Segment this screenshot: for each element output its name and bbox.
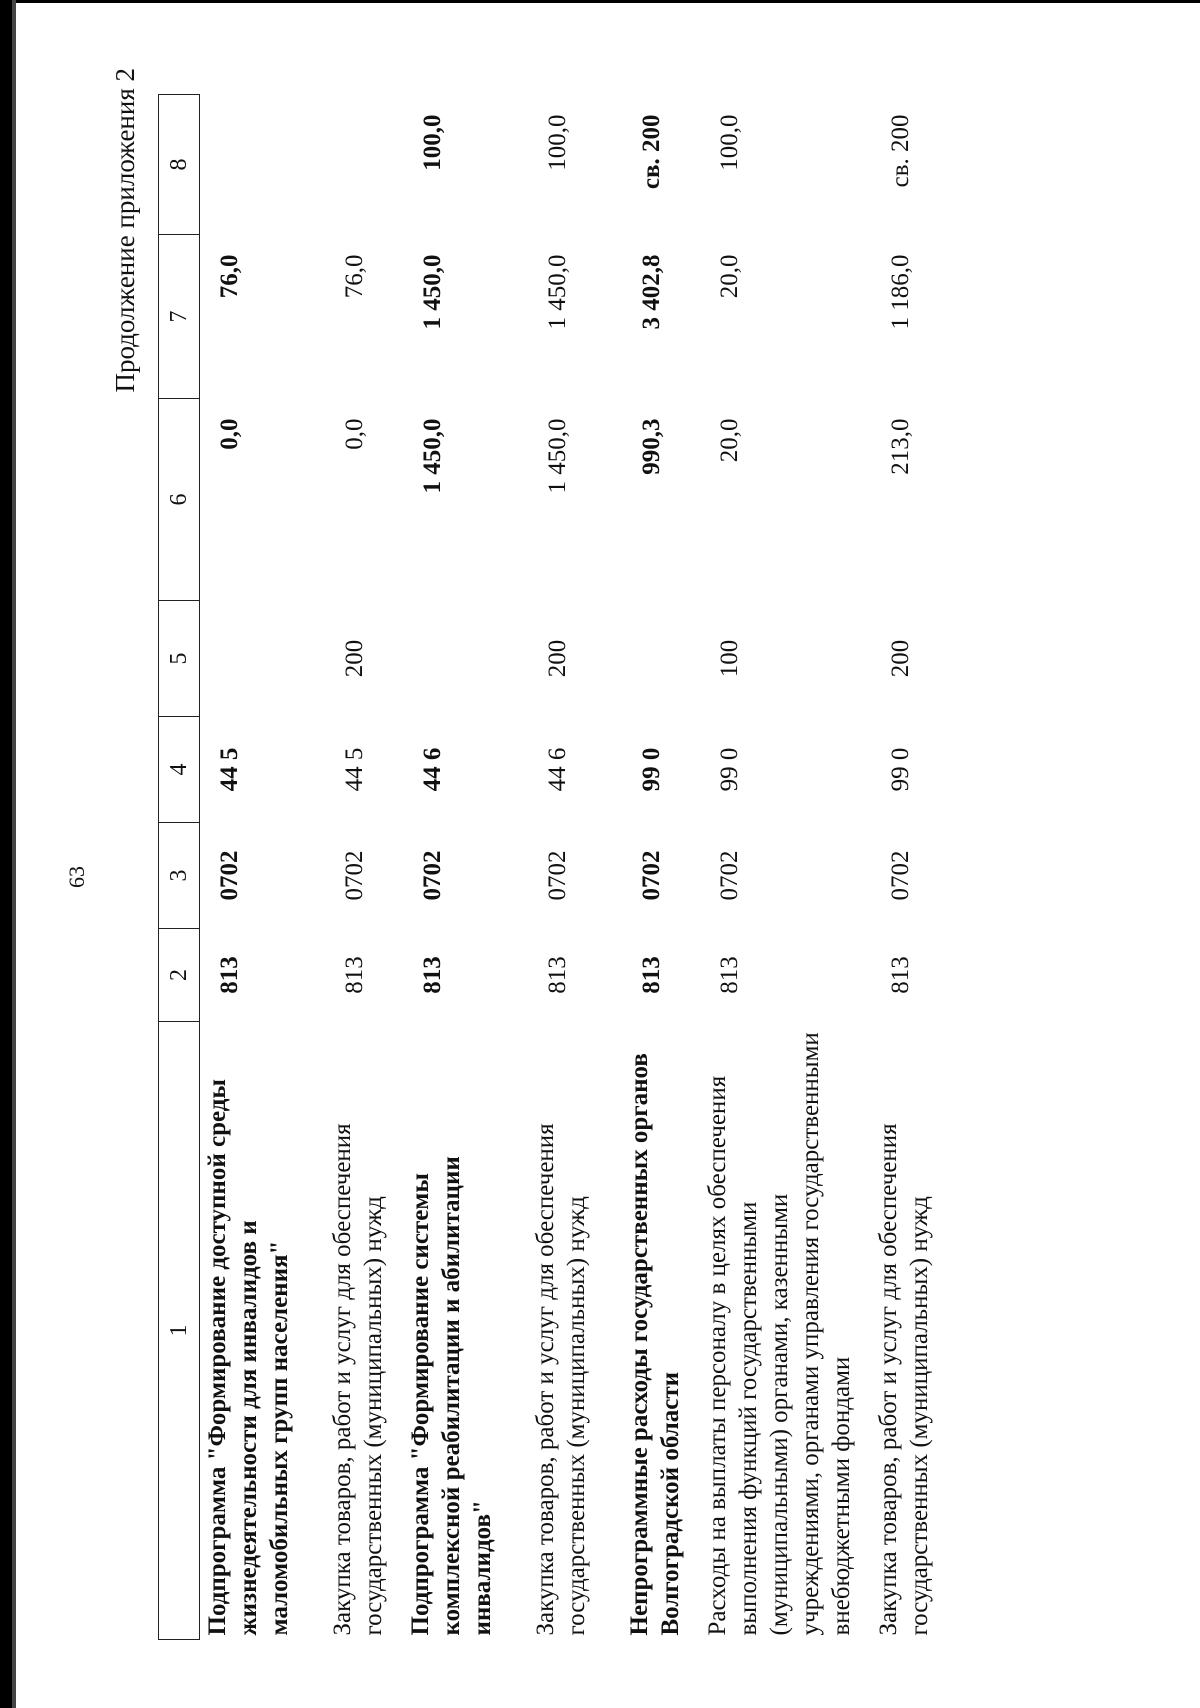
column-header: 6 xyxy=(159,399,200,601)
table-row xyxy=(700,95,871,1640)
column-header: 3 xyxy=(159,823,200,929)
cell-section: 0702 xyxy=(419,850,446,901)
budget-table xyxy=(158,94,949,1640)
cell-section: 0702 xyxy=(716,850,743,901)
cell-col8: св. 200 xyxy=(638,114,665,190)
cell-expense-type: 200 xyxy=(341,639,368,678)
cell-col7: 1 450,0 xyxy=(419,254,446,330)
appendix-label: Продолжение приложения 2 xyxy=(110,68,140,393)
table-row xyxy=(528,95,622,1640)
cell-section: 0702 xyxy=(341,850,368,901)
cell-col8: 100,0 xyxy=(419,114,446,171)
cell-section: 0702 xyxy=(216,850,243,901)
page-number: 63 xyxy=(64,866,89,888)
table-row xyxy=(403,95,528,1640)
table-row xyxy=(622,95,700,1640)
cell-expense-type: 100 xyxy=(716,639,743,678)
cell-expense-type: 200 xyxy=(887,639,914,678)
cell-col8 xyxy=(200,95,326,235)
column-header: 1 xyxy=(159,1022,200,1640)
cell-ministry: 813 xyxy=(216,956,243,994)
cell-ministry: 813 xyxy=(638,956,665,994)
cell-target-article: 44 5 xyxy=(216,747,243,792)
cell-col7: 1 186,0 xyxy=(887,254,914,330)
cell-col6: 1 450,0 xyxy=(544,418,571,494)
row-name: Подпрограмма "Формирование доступной среды жизнедеятельности для инвалидов и маломобильных групп населения" xyxy=(204,1079,293,1636)
row-name: Непрограммные расходы государственных органов Волгоградской области xyxy=(626,1053,684,1636)
cell-ministry: 813 xyxy=(544,956,571,994)
table-row xyxy=(200,95,326,1640)
cell-col6: 990,3 xyxy=(638,418,665,475)
column-header: 4 xyxy=(159,717,200,823)
row-name: Закупка товаров, работ и услуг для обеспечения государственных (муниципальных) нужд xyxy=(875,1123,933,1636)
column-header: 2 xyxy=(159,929,200,1022)
cell-expense-type: 200 xyxy=(544,639,571,678)
cell-target-article: 44 6 xyxy=(544,747,571,792)
cell-col7: 20,0 xyxy=(716,254,743,299)
cell-target-article: 44 5 xyxy=(341,747,368,792)
cell-col6: 20,0 xyxy=(716,418,743,463)
cell-target-article: 44 6 xyxy=(419,747,446,792)
cell-section: 0702 xyxy=(544,850,571,901)
cell-expense-type xyxy=(403,601,528,717)
cell-ministry: 813 xyxy=(341,956,368,994)
cell-target-article: 99 0 xyxy=(887,747,914,792)
cell-expense-type xyxy=(622,601,700,717)
column-header: 8 xyxy=(159,95,200,235)
cell-ministry: 813 xyxy=(419,956,446,994)
cell-col7: 1 450,0 xyxy=(544,254,571,330)
cell-col7: 76,0 xyxy=(216,254,243,299)
cell-target-article: 99 0 xyxy=(638,747,665,792)
cell-ministry: 813 xyxy=(887,956,914,994)
cell-col7: 3 402,8 xyxy=(638,254,665,330)
cell-col6: 0,0 xyxy=(216,418,243,450)
table-header-row xyxy=(159,95,200,1640)
table-row xyxy=(871,95,949,1640)
cell-col8: 100,0 xyxy=(544,114,571,171)
cell-col6: 1 450,0 xyxy=(419,418,446,494)
cell-ministry: 813 xyxy=(716,956,743,994)
cell-col8: св. 200 xyxy=(887,114,914,188)
column-header: 7 xyxy=(159,235,200,399)
cell-col7: 76,0 xyxy=(341,254,368,299)
cell-section: 0702 xyxy=(638,850,665,901)
row-name: Закупка товаров, работ и услуг для обеспечения государственных (муниципальных) нужд xyxy=(532,1123,590,1636)
cell-expense-type xyxy=(200,601,326,717)
row-name: Закупка товаров, работ и услуг для обеспечения государственных (муниципальных) нужд xyxy=(329,1123,387,1636)
cell-col8: 100,0 xyxy=(716,114,743,171)
cell-col6: 0,0 xyxy=(341,418,368,450)
cell-col8 xyxy=(325,95,403,235)
row-name: Расходы на выплаты персоналу в целях обеспечения выполнения функций государственными (муниципальными) органами, казенными учреждениями, органами управления государственными внебюджетными фондами xyxy=(704,1032,855,1636)
column-header: 5 xyxy=(159,601,200,717)
cell-section: 0702 xyxy=(887,850,914,901)
row-name: Подпрограмма "Формирование системы комплексной реабилитации и абилитации инвалидов" xyxy=(407,1156,496,1636)
cell-col6: 213,0 xyxy=(887,418,914,475)
table-row xyxy=(325,95,403,1640)
cell-target-article: 99 0 xyxy=(716,747,743,792)
